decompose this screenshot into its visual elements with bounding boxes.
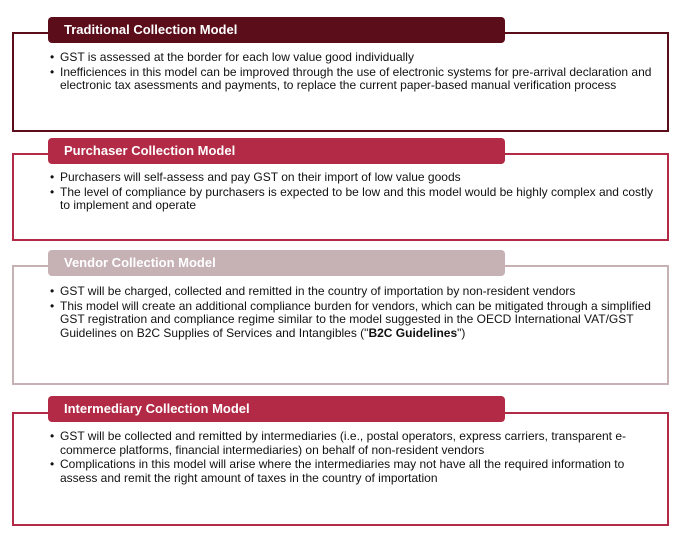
bullet-item: • Purchasers will self-assess and pay GST on their import of low value goods [50, 171, 658, 185]
bullet-item: • GST will be charged, collected and remitted in the country of importation by non-resident vendors [50, 285, 658, 299]
bullet-item: • GST is assessed at the border for each low value good individually [50, 51, 658, 65]
bullet-item [50, 300, 658, 341]
vendor-model-title: Vendor Collection Model [48, 250, 505, 276]
intermediary-model-bullets [50, 430, 658, 486]
intermediary-model-title: Intermediary Collection Model [48, 396, 505, 422]
purchaser-model-bullets [50, 171, 658, 214]
bullet-item: • Complications in this model will arise where the intermediaries may not have all the required information to assess and remit the right amount of taxes in the country of importation [50, 458, 658, 485]
traditional-model-bullets [50, 51, 658, 94]
bullet-text-end: ") [457, 325, 466, 340]
bullet-item: • GST will be collected and remitted by intermediaries (i.e., postal operators, express carriers, transparent e-commerce platforms, financial intermediaries) on behalf of non-resident vendors [50, 430, 658, 457]
traditional-model-title: Traditional Collection Model [48, 17, 505, 43]
purchaser-model-title: Purchaser Collection Model [48, 138, 505, 164]
bullet-item: • The level of compliance by purchasers is expected to be low and this model would be highly complex and costly to implement and operate [50, 186, 658, 213]
bullet-text: This model will create an additional compliance burden for vendors, which can be mitigated through a simplified GST registration and compliance regime similar to the model suggested in the OECD International VAT/GST Guidelines on B2C Supplies of Services and Intangibles (" [60, 298, 651, 340]
vendor-model-bullets [50, 285, 658, 341]
bullet-item: • Inefficiences in this model can be improved through the use of electronic systems for pre-arrival declaration and electronic tax asessments and payments, to replace the current paper-based manual verification process [50, 66, 658, 93]
b2c-guidelines-term: B2C Guidelines [368, 325, 458, 340]
